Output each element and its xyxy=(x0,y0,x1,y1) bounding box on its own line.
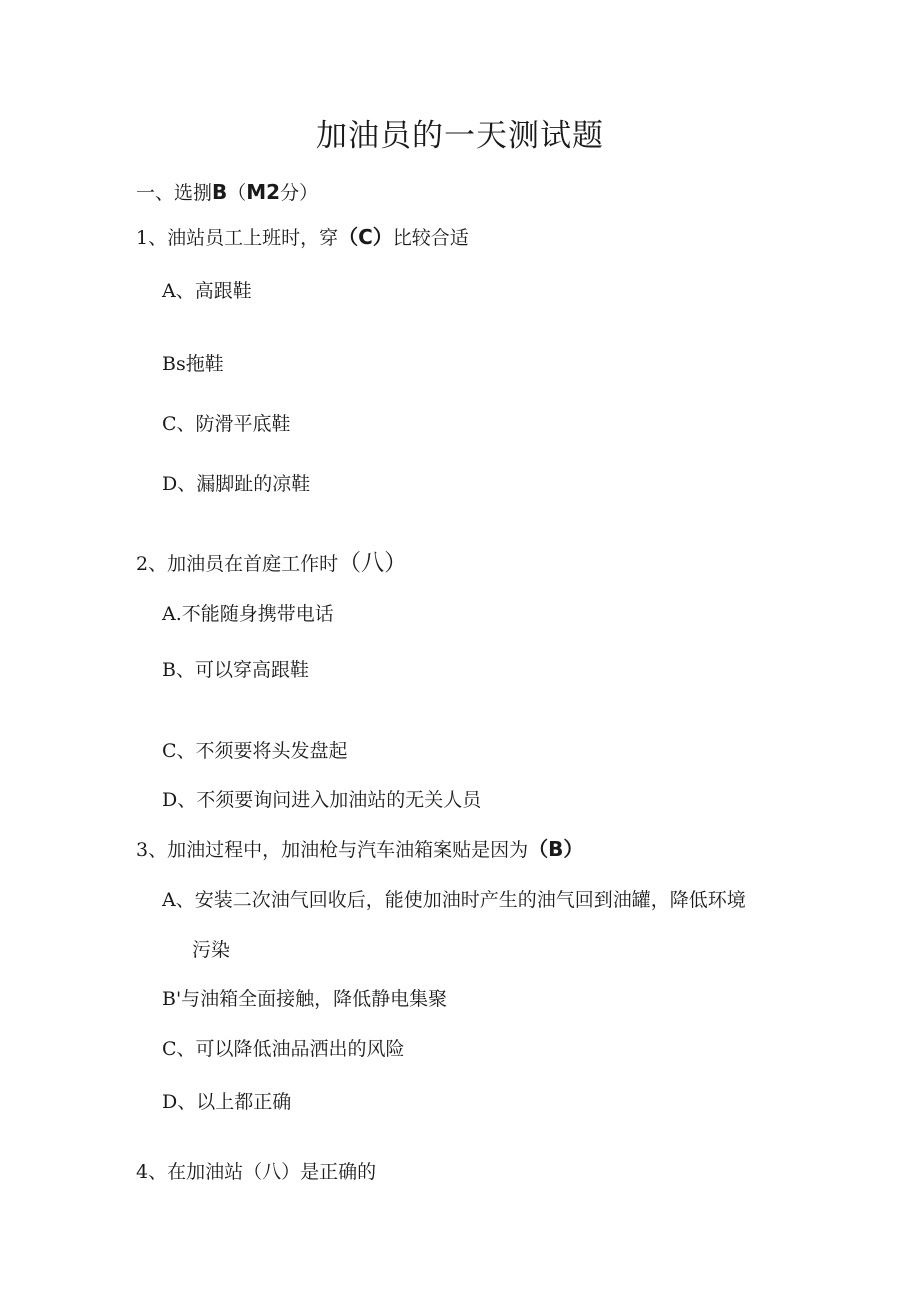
question-2-option-d: D、不须要询问进入加油站的无关人员 xyxy=(162,789,482,811)
question-3 xyxy=(136,837,583,862)
question-2-stem: 2、加油员在首庭工作时 xyxy=(136,553,339,575)
question-2-answer: （八） xyxy=(338,550,408,576)
question-4: 4、在加油站（八）是正确的 xyxy=(136,1161,377,1183)
section-suffix: 分） xyxy=(280,182,319,204)
question-2-option-b: B、可以穿高跟鞋 xyxy=(162,659,309,681)
question-1-option-a: A、高跟鞋 xyxy=(162,280,252,302)
question-1-answer: （C） xyxy=(338,225,393,249)
question-1 xyxy=(136,225,469,250)
section-mid: （ xyxy=(227,182,247,204)
question-1-stem: 1、油站员工上班时，穿 xyxy=(136,227,339,249)
question-2-option-a: A.不能随身携带电话 xyxy=(162,603,334,625)
section-prefix: 一、选捌 xyxy=(136,182,213,204)
question-1-option-b: Bs拖鞋 xyxy=(162,353,224,375)
question-3-option-d: D、以上都正确 xyxy=(162,1091,292,1113)
question-1-option-d: D、漏脚趾的凉鞋 xyxy=(162,473,311,495)
question-3-stem: 3、加油过程中，加油枪与汽车油箱案贴是因为 xyxy=(136,839,529,861)
question-2 xyxy=(136,551,407,576)
question-3-option-b: B'与油箱全面接触，降低静电集聚 xyxy=(162,988,448,1010)
question-1-stem-after: 比较合适 xyxy=(392,227,469,249)
section-heading xyxy=(136,180,318,205)
document-title: 加油员的一天测试题 xyxy=(316,118,604,154)
question-3-option-c: C、可以降低油品洒出的风险 xyxy=(162,1038,405,1060)
section-bold-b: M2 xyxy=(246,180,281,204)
question-1-option-c: C、防滑平底鞋 xyxy=(162,413,291,435)
question-3-answer: （B） xyxy=(528,837,584,861)
question-3-option-a: A、安装二次油气回收后，能使加油时产生的油气回到油罐，降低环境 xyxy=(162,889,746,911)
section-bold-a: B xyxy=(212,180,228,204)
question-3-option-a-continued: 污染 xyxy=(192,939,231,961)
question-2-option-c: C、不须要将头发盘起 xyxy=(162,740,348,762)
